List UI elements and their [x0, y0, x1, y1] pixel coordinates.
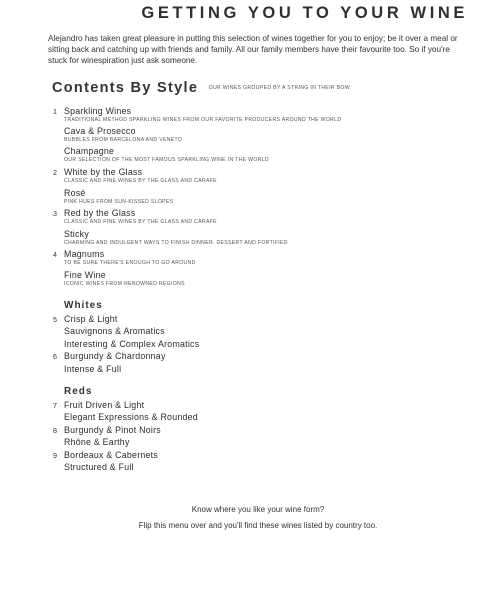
entry-number: 4: [53, 250, 57, 259]
entry-number: 5: [53, 315, 57, 324]
menu-entry-rose: [64, 188, 464, 206]
entry-number: 8: [53, 426, 57, 435]
menu-entry-crisp-light: [53, 314, 464, 325]
entry-name: Cava & Prosecco: [64, 126, 136, 136]
menu-entry-fine-wine: [64, 270, 464, 288]
menu-entry-sauvignons-aromatics: [64, 326, 464, 337]
menu-entry-red-by-glass: [53, 208, 464, 226]
contents-title: Contents By Style: [52, 80, 199, 96]
entry-description: CHARMING AND INDULGENT WAYS TO FINISH DINNER. DESSERT AND FORTIFIED: [64, 240, 288, 246]
footer-question: Know where you like your wine form?: [191, 505, 325, 514]
entry-description: TO BE SURE THERE'S ENOUGH TO GO AROUND: [64, 260, 196, 266]
entry-name: Champagne: [64, 146, 115, 156]
menu-entry-magnums: [53, 249, 464, 267]
menu-entry-intense-full: [64, 364, 464, 375]
menu-entry-bordeaux-cabernets: [53, 450, 464, 461]
entry-name: Rosé: [64, 188, 86, 198]
menu-entry-interesting-complex: [64, 339, 464, 350]
entry-number: 9: [53, 451, 57, 460]
menu-entry-rhone-earthy: [64, 437, 464, 448]
entry-name: Bordeaux & Cabernets: [64, 450, 158, 460]
menu-entry-structured-full: [64, 462, 464, 473]
entry-description: TRADITIONAL METHOD SPARKLING WINES FROM OUR FAVORITE PRODUCERS AROUND THE WORLD: [64, 117, 342, 123]
entry-name: Intense & Full: [64, 364, 122, 374]
menu-entry-white-by-glass: [53, 167, 464, 185]
whites-section-title: Whites: [64, 300, 103, 311]
menu-entry-burgundy-pinot: [53, 425, 464, 436]
entry-name: Red by the Glass: [64, 208, 136, 218]
entry-name: Sticky: [64, 229, 89, 239]
menu-entry-champagne: [64, 146, 464, 164]
menu-entry-sparkling-wines: [53, 106, 464, 124]
entry-number: 2: [53, 168, 57, 177]
menu-entry-fruit-driven: [53, 400, 464, 411]
menu-entry-cava-prosecco: [64, 126, 464, 144]
entry-description: CLASSIC AND FINE WINES BY THE GLASS AND CARAFE: [64, 178, 217, 184]
entry-name: Structured & Full: [64, 462, 134, 472]
entry-name: White by the Glass: [64, 167, 143, 177]
entry-name: Magnums: [64, 249, 105, 259]
page-title: GETTING YOU TO YOUR WINE: [141, 4, 468, 22]
entry-number: 3: [53, 209, 57, 218]
entry-number: 7: [53, 401, 57, 410]
entry-name: Rhône & Earthy: [64, 437, 130, 447]
entry-description: BUBBLES FROM BARCELONA AND VENETO: [64, 137, 183, 143]
intro-paragraph: Alejandro has taken great pleasure in putting this selection of wines together for you to enjoy; be it over a meal or sitting back and catching up with friends and family. All our family members have their favourite too. So if you're stuck for winespiration just ask someone.: [48, 34, 458, 66]
entry-description: PINK HUES FROM SUN-KISSED SLOPES: [64, 199, 174, 205]
entry-number: 6: [53, 352, 57, 361]
menu-entry-elegant-expressions: [64, 412, 464, 423]
menu-entry-burgundy-chardonnay: [53, 351, 464, 362]
entry-name: Sauvignons & Aromatics: [64, 326, 165, 336]
entry-name: Fine Wine: [64, 270, 106, 280]
entry-name: Burgundy & Chardonnay: [64, 351, 166, 361]
entry-name: Crisp & Light: [64, 314, 118, 324]
footer-note: Flip this menu over and you'll find these wines listed by country too.: [138, 521, 378, 530]
entry-number: 1: [53, 107, 57, 116]
menu-entry-sticky: [64, 229, 464, 247]
entry-name: Sparkling Wines: [64, 106, 132, 116]
entry-name: Fruit Driven & Light: [64, 400, 145, 410]
entry-description: OUR SELECTION OF THE MOST FAMOUS SPARKLING WINE IN THE WORLD: [64, 157, 269, 163]
contents-heading: [52, 79, 350, 97]
entry-name: Elegant Expressions & Rounded: [64, 412, 198, 422]
reds-section-title: Reds: [64, 386, 93, 397]
entry-description: CLASSIC AND FINE WINES BY THE GLASS AND CARAFE: [64, 219, 217, 225]
entry-description: ICONIC WINES FROM RENOWNED REGIONS: [64, 281, 185, 287]
entry-name: Burgundy & Pinot Noirs: [64, 425, 161, 435]
contents-subtitle: OUR WINES GROUPED BY A STRING IN THEIR BOW: [208, 85, 350, 91]
entry-name: Interesting & Complex Aromatics: [64, 339, 200, 349]
